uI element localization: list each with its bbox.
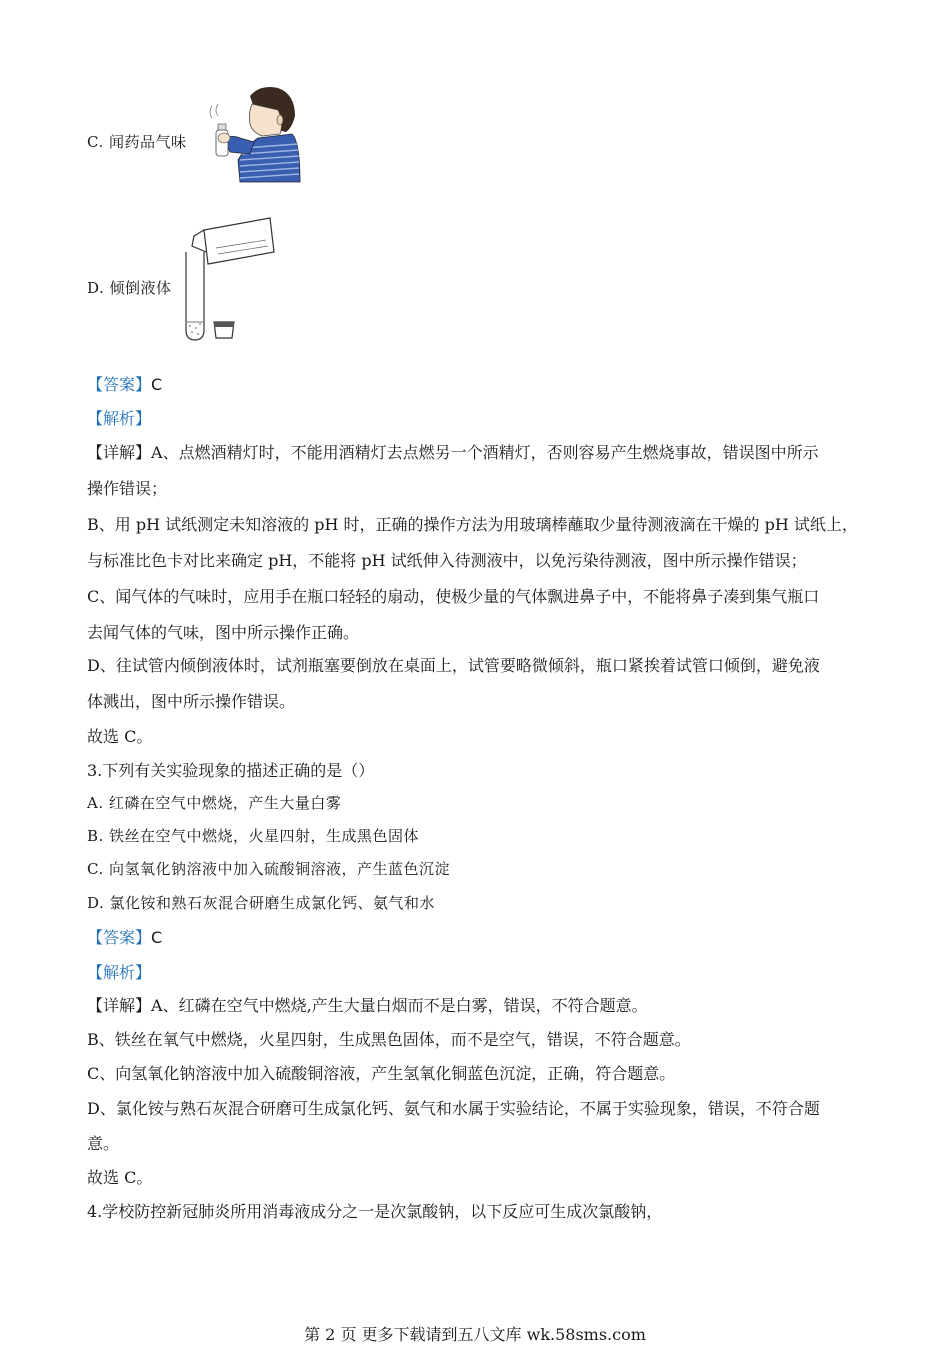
answer-tag: 【答案】: [87, 375, 152, 394]
q2-detail-2b: 与标准比色卡对比来确定 pH，不能将 pH 试纸伸入待测液中，以免污染待测液，图中所示操作错误；: [87, 551, 807, 570]
answer-value: C: [151, 928, 163, 947]
q3-option-c: C. 向氢氧化钠溶液中加入硫酸铜溶液，产生蓝色沉淀: [87, 860, 450, 878]
detail-text: A、点燃酒精灯时，不能用酒精灯去点燃另一个酒精灯，否则容易产生燃烧事故，错误图中所示: [151, 443, 819, 462]
q2-detail-2a: B、用 pH 试纸测定未知溶液的 pH 时，正确的操作方法为用玻璃棒蘸取少量待测液滴在干燥的 pH 试纸上，: [87, 515, 858, 534]
q2-conclusion: 故选 C。: [87, 727, 153, 746]
pouring-liquid-figure: [176, 212, 280, 344]
q2-detail-3b: 去闻气体的气味，图中所示操作正确。: [87, 623, 360, 642]
q2-answer: [87, 372, 162, 395]
q3-detail-3: C、向氢氧化钠溶液中加入硫酸铜溶液，产生氢氧化铜蓝色沉淀，正确，符合题意。: [87, 1064, 676, 1083]
detail-tag: 【详解】: [87, 996, 152, 1015]
q3-stem: 3.下列有关实验现象的描述正确的是（）: [87, 761, 375, 780]
q3-option-b: B. 铁丝在空气中燃烧，火星四射，生成黑色固体: [87, 827, 420, 845]
page-footer: 第 2 页 更多下载请到五八文库 wk.58sms.com: [304, 1325, 646, 1344]
q2-analysis-tag: 【解析】: [87, 409, 152, 428]
q2-detail-4a: D、往试管内倾倒液体时，试剂瓶塞要倒放在桌面上，试管要略微倾斜，瓶口紧挨着试管口倾倒，避免液: [87, 656, 820, 675]
q2-option-c: C. 闻药品气味: [87, 133, 187, 151]
q2-detail-3a: C、闻气体的气味时，应用手在瓶口轻轻的扇动，使极少量的气体飘进鼻子中，不能将鼻子凑到集气瓶口: [87, 587, 820, 606]
q2-detail-4b: 体溅出，图中所示操作错误。: [87, 692, 296, 711]
q3-answer: [87, 925, 162, 948]
answer-value: C: [151, 375, 163, 394]
q2-detail-1a: [87, 440, 819, 463]
q3-detail-4b: 意。: [87, 1134, 120, 1153]
q3-conclusion: 故选 C。: [87, 1168, 153, 1187]
answer-tag: 【答案】: [87, 928, 152, 947]
smelling-chemical-figure: [200, 82, 304, 186]
detail-text: A、红磷在空气中燃烧,产生大量白烟而不是白雾，错误，不符合题意。: [151, 996, 648, 1015]
q3-analysis-tag: 【解析】: [87, 963, 152, 982]
q2-option-d: D. 倾倒液体: [87, 279, 172, 297]
detail-tag: 【详解】: [87, 443, 152, 462]
q3-detail-2: B、铁丝在氧气中燃烧，火星四射，生成黑色固体，而不是空气，错误，不符合题意。: [87, 1030, 691, 1049]
q3-option-d: D. 氯化铵和熟石灰混合研磨生成氯化钙、氨气和水: [87, 894, 436, 912]
q3-detail-4a: D、氯化铵与熟石灰混合研磨可生成氯化钙、氨气和水属于实验结论，不属于实验现象，错误，不符合题: [87, 1099, 820, 1118]
q4-stem: 4.学校防控新冠肺炎所用消毒液成分之一是次氯酸钠，以下反应可生成次氯酸钠，: [87, 1202, 663, 1221]
q3-option-a: A. 红磷在空气中燃烧，产生大量白雾: [87, 794, 342, 812]
q2-detail-1b: 操作错误；: [87, 479, 168, 498]
q3-detail-1: [87, 993, 648, 1016]
